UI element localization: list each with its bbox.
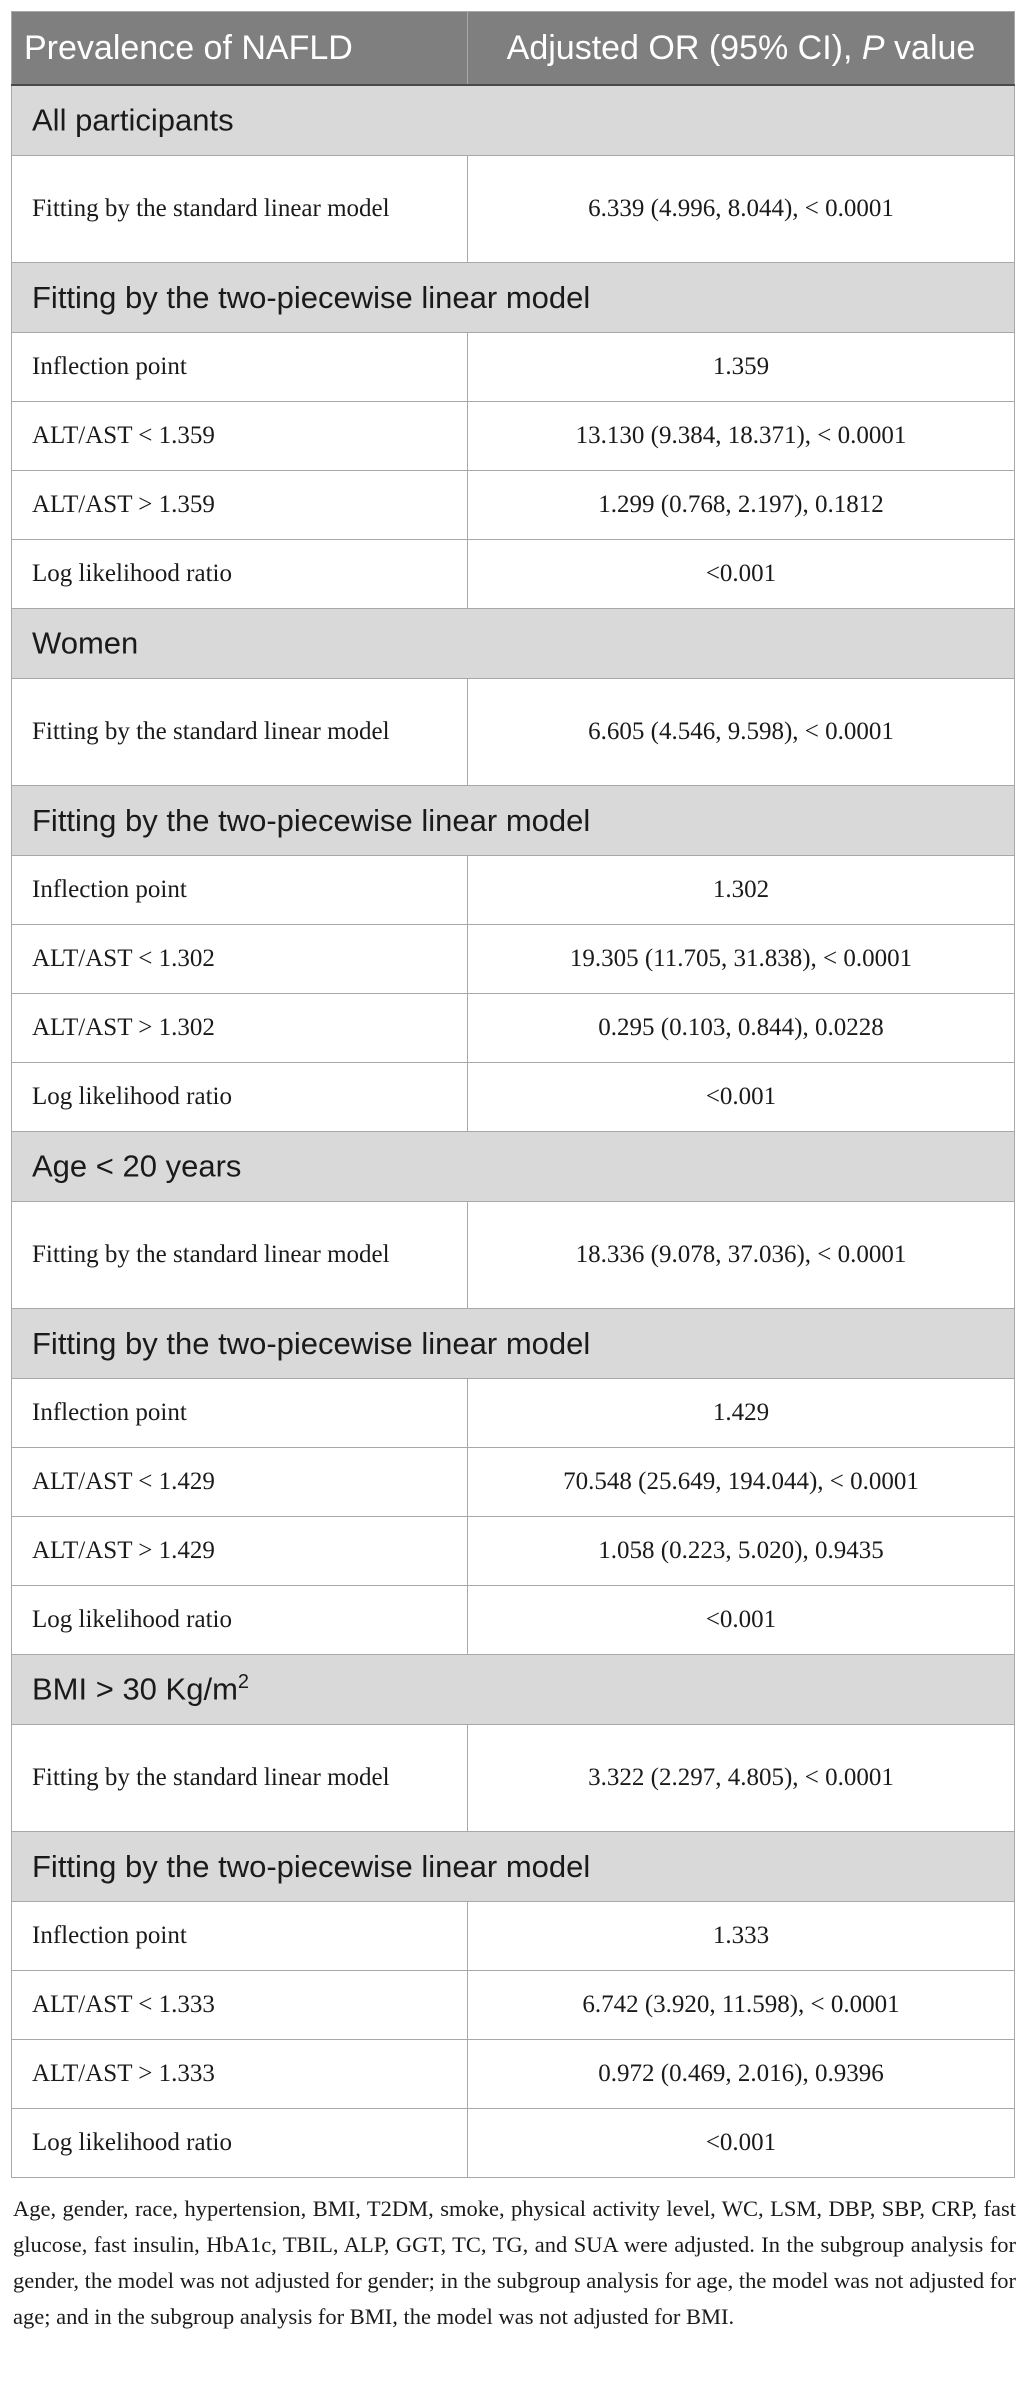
header-row — [12, 12, 1015, 86]
row-label: ALT/AST > 1.302 — [12, 994, 468, 1063]
table-header — [12, 12, 1015, 86]
section-title — [12, 1655, 1015, 1725]
section-row — [12, 786, 1015, 856]
table-row — [12, 994, 1015, 1063]
row-value: 0.972 (0.469, 2.016), 0.9396 — [468, 2040, 1015, 2109]
row-value: 19.305 (11.705, 31.838), < 0.0001 — [468, 925, 1015, 994]
table-row — [12, 1379, 1015, 1448]
table-row — [12, 1586, 1015, 1655]
row-label: ALT/AST > 1.359 — [12, 471, 468, 540]
row-label: ALT/AST < 1.333 — [12, 1971, 468, 2040]
row-label: ALT/AST < 1.429 — [12, 1448, 468, 1517]
header-p-italic: P — [861, 28, 885, 67]
section-title: Fitting by the two-piecewise linear model — [12, 1309, 1015, 1379]
header-adjusted-or-text: Adjusted OR (95% CI), — [506, 28, 862, 67]
row-label: ALT/AST < 1.359 — [12, 402, 468, 471]
row-label: Log likelihood ratio — [12, 2109, 468, 2178]
section-row — [12, 263, 1015, 333]
group-women — [12, 609, 1015, 1132]
section-title — [12, 85, 1015, 156]
table-row — [12, 1725, 1015, 1832]
section-row — [12, 85, 1015, 156]
row-label: Inflection point — [12, 1902, 468, 1971]
row-label: ALT/AST > 1.333 — [12, 2040, 468, 2109]
table-footnote: Age, gender, race, hypertension, BMI, T2DM, smoke, physical activity level, WC, LSM, DBP, SBP, CRP, fast glucose, fast insulin, HbA1c, TBIL, ALP, GGT, TC, TG, and SUA were adjusted. In the subgroup analysis for gender, the model was not adjusted for gender; in the subgroup analysis for age, the model was not adjusted for age; and in the subgroup analysis for BMI, the model was not adjusted for BMI. — [13, 2196, 1016, 2329]
section-row — [12, 1309, 1015, 1379]
table-row — [12, 2109, 1015, 2178]
group-age-under-20 — [12, 1132, 1015, 1655]
table-row — [12, 1448, 1015, 1517]
row-value: 1.299 (0.768, 2.197), 0.1812 — [468, 471, 1015, 540]
section-title-text: All participants — [32, 102, 234, 138]
section-row — [12, 1132, 1015, 1202]
row-value: <0.001 — [468, 1586, 1015, 1655]
row-label: Inflection point — [12, 856, 468, 925]
row-value: 6.339 (4.996, 8.044), < 0.0001 — [468, 156, 1015, 263]
table-row — [12, 1063, 1015, 1132]
group-bmi-over-30 — [12, 1655, 1015, 2178]
header-adjusted-or — [468, 12, 1015, 86]
row-value: 1.429 — [468, 1379, 1015, 1448]
section-row — [12, 609, 1015, 679]
row-value: <0.001 — [468, 2109, 1015, 2178]
row-label: Fitting by the standard linear model — [12, 156, 468, 263]
section-title: Fitting by the two-piecewise linear model — [12, 786, 1015, 856]
section-row — [12, 1655, 1015, 1725]
table-row — [12, 1902, 1015, 1971]
results-table — [11, 11, 1015, 2178]
table-row — [12, 1202, 1015, 1309]
table-row — [12, 540, 1015, 609]
section-title — [12, 609, 1015, 679]
section-title-text: Age < 20 years — [32, 1148, 242, 1184]
table-row — [12, 856, 1015, 925]
section-title: Fitting by the two-piecewise linear model — [12, 1832, 1015, 1902]
row-value: 1.333 — [468, 1902, 1015, 1971]
section-title: Fitting by the two-piecewise linear model — [12, 263, 1015, 333]
table-row — [12, 2040, 1015, 2109]
table-row — [12, 1971, 1015, 2040]
row-label: Log likelihood ratio — [12, 540, 468, 609]
row-value: 70.548 (25.649, 194.044), < 0.0001 — [468, 1448, 1015, 1517]
group-all-participants — [12, 85, 1015, 609]
row-label: Inflection point — [12, 333, 468, 402]
section-title-text: Women — [32, 625, 139, 661]
row-value: 18.336 (9.078, 37.036), < 0.0001 — [468, 1202, 1015, 1309]
section-title-text: BMI > 30 Kg/m — [32, 1671, 238, 1707]
row-value: 1.359 — [468, 333, 1015, 402]
section-title-sup: 2 — [237, 1671, 250, 1694]
row-value: 1.058 (0.223, 5.020), 0.9435 — [468, 1517, 1015, 1586]
row-value: 1.302 — [468, 856, 1015, 925]
document — [11, 11, 1014, 2358]
header-value-text: value — [884, 28, 976, 67]
table-row — [12, 679, 1015, 786]
row-label: Log likelihood ratio — [12, 1586, 468, 1655]
row-value: 13.130 (9.384, 18.371), < 0.0001 — [468, 402, 1015, 471]
row-label: Inflection point — [12, 1379, 468, 1448]
table-row — [12, 471, 1015, 540]
row-value: <0.001 — [468, 1063, 1015, 1132]
row-label: Fitting by the standard linear model — [12, 679, 468, 786]
table-row — [12, 333, 1015, 402]
table-row — [12, 1517, 1015, 1586]
section-title — [12, 1132, 1015, 1202]
row-value: 6.742 (3.920, 11.598), < 0.0001 — [468, 1971, 1015, 2040]
row-value: 3.322 (2.297, 4.805), < 0.0001 — [468, 1725, 1015, 1832]
row-value: <0.001 — [468, 540, 1015, 609]
row-label: Fitting by the standard linear model — [12, 1202, 468, 1309]
row-label: Fitting by the standard linear model — [12, 1725, 468, 1832]
row-label: ALT/AST > 1.429 — [12, 1517, 468, 1586]
row-label: Log likelihood ratio — [12, 1063, 468, 1132]
table-row — [12, 156, 1015, 263]
header-prevalence: Prevalence of NAFLD — [12, 12, 468, 86]
section-row — [12, 1832, 1015, 1902]
row-label: ALT/AST < 1.302 — [12, 925, 468, 994]
table-row — [12, 925, 1015, 994]
row-value: 0.295 (0.103, 0.844), 0.0228 — [468, 994, 1015, 1063]
table-row — [12, 402, 1015, 471]
row-value: 6.605 (4.546, 9.598), < 0.0001 — [468, 679, 1015, 786]
